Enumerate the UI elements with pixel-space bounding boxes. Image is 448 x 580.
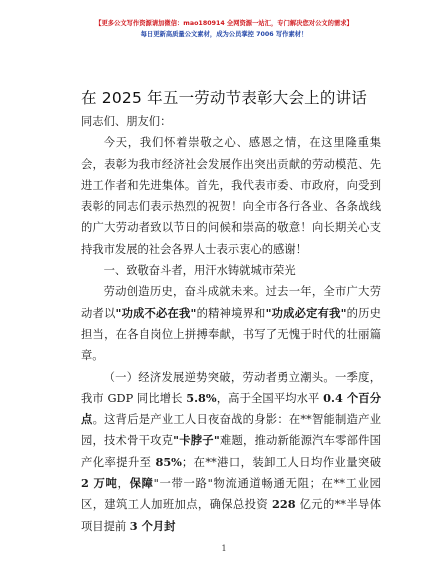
bold-run: 5.8%: [186, 390, 217, 405]
bold-run: 3 个月封: [129, 518, 176, 533]
bold-run: "功成不必在我": [115, 305, 197, 320]
bold-run: 保障: [129, 476, 154, 491]
text-run: 劳动创造历史，奋斗成就未来。过去一年，全市广大劳动者以: [81, 285, 381, 320]
text-run: （一）经济发展逆势突破，劳动者勇立潮头。一季度，我市 GDP 同比增长: [81, 370, 381, 405]
paragraph-economy: [81, 367, 381, 537]
paragraph-labor-history: [81, 281, 381, 366]
bold-run: "卡脖子": [173, 433, 220, 448]
bold-run: 228: [272, 497, 296, 512]
section-heading-1: 一、致敬奋斗者，用汗水铸就城市荣光: [103, 264, 296, 278]
bold-run: 2 万吨: [81, 476, 118, 491]
text-run: 亿元的**半导体项目提前: [81, 498, 382, 533]
document-body: [81, 111, 381, 537]
bold-run: 85%: [155, 454, 182, 469]
text-run: ；在**港口，装卸工人日均作业量突破: [181, 455, 381, 469]
paragraph-opening: 今天，我们怀着崇敬之心、感恩之情，在这里隆重集会，表彰为我市经济社会发展作出突出贡献的劳动模范、先进工作者和先进集体。首先，我代表市委、市政府，向受到表彰的同志们表示热烈的祝贺！向全市各行各业、各条战线的广大劳动者致以节日的问候和崇高的敬意！向长期关心支持我市发展的社会各界人士表示衷心的感谢！: [81, 136, 381, 256]
text-run: 。这背后是产业工人日夜奋战的身影：在**智能制造产业园，技术骨干攻克: [81, 413, 381, 448]
text-run: "一带一路"物流通道畅通无阻；在**工业园区，建筑工人加班加点，确保总投资: [81, 477, 381, 512]
salutation: 同志们、朋友们：: [81, 115, 172, 128]
page-number: 1: [221, 544, 227, 553]
promo-banner-line-2: 每日更新高质量公文素材，成为公员掌控 7006 写作素材！: [140, 31, 308, 38]
bold-run: "功成必定有我": [265, 305, 347, 320]
text-run: ，: [117, 477, 130, 491]
text-run: 的精神境界和: [196, 306, 266, 320]
text-run: 难题，推动新能源汽车零部件国产化率提升至: [81, 434, 381, 469]
promo-banner-line-1: 【更多公文写作资源请加微信：mao180914 全网资源一站汇，专门解决您对公文的需求】: [95, 20, 353, 27]
document-title: 在 2025 年五一劳动节表彰大会上的讲话: [80, 89, 367, 107]
text-run: 的历史担当，在各自岗位上拼搏奉献，书写了无愧于时代的壮丽篇章。: [81, 306, 381, 363]
text-run: ，高于全国平均水平: [216, 391, 324, 405]
bold-run: 0.4 个百分点: [81, 390, 381, 427]
